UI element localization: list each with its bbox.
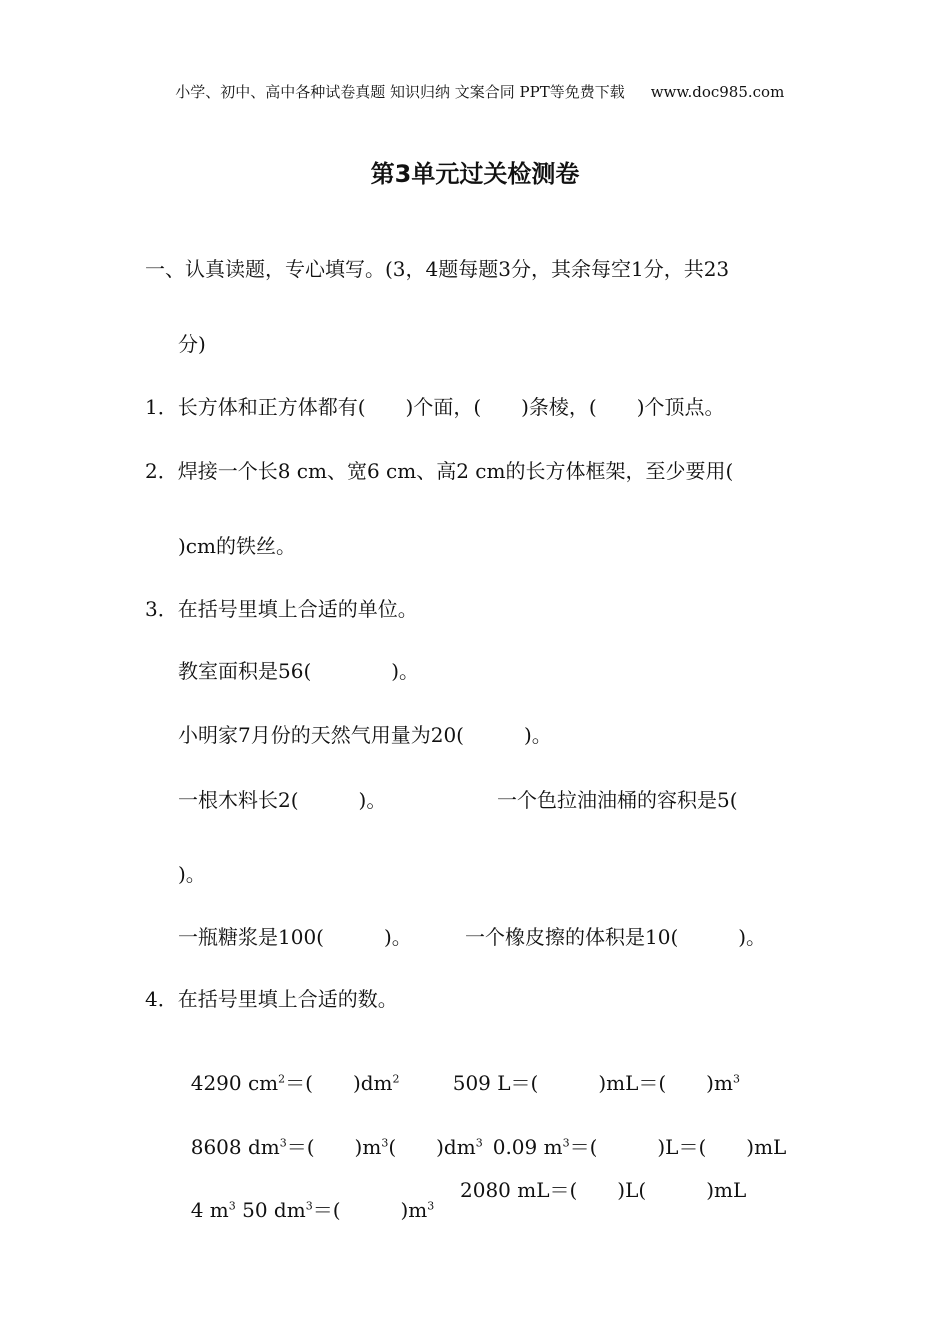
expr-text: 0.09 m — [492, 1135, 563, 1159]
question-1: 1．长方体和正方体都有( )个面，( )条棱，( )个顶点。 — [145, 395, 725, 419]
question-2-cont: )cm的铁丝。 — [178, 534, 296, 558]
superscript: 3 — [381, 1136, 389, 1150]
expr-text: ( )dm — [388, 1135, 476, 1159]
superscript: 3 — [732, 1072, 740, 1086]
section-heading-cont: 分) — [178, 332, 206, 356]
expr-text: 4290 cm — [190, 1071, 279, 1095]
question-4-item: 2080 mL＝( )L( )mL — [460, 1178, 747, 1202]
expr-text: ＝( )L＝( )mL — [569, 1135, 787, 1159]
expr-text: 8608 dm — [190, 1135, 280, 1159]
question-3-item: 教室面积是56( )。 — [178, 659, 420, 683]
header-site: www.doc985.com — [650, 83, 785, 101]
section-heading: 一、认真读题，专心填写。(3，4题每题3分，其余每空1分，共23 — [145, 257, 730, 281]
superscript: 2 — [278, 1072, 286, 1086]
page-header — [0, 70, 950, 100]
question-4-item — [480, 1117, 786, 1157]
question-2: 2．焊接一个长8 cm、宽6 cm、高2 cm的长方体框架，至少要用( — [145, 459, 734, 483]
question-4: 4．在括号里填上合适的数。 — [145, 987, 398, 1011]
expr-text: ＝( )m — [312, 1198, 428, 1222]
question-3-item: 一个橡皮擦的体积是10( )。 — [465, 925, 767, 949]
superscript: 3 — [475, 1136, 483, 1150]
question-4-item — [178, 1117, 483, 1157]
question-3-item: 一瓶糖浆是100( )。 — [178, 925, 412, 949]
superscript: 3 — [279, 1136, 287, 1150]
question-4-item — [178, 1053, 400, 1093]
question-4-item — [178, 1180, 434, 1220]
superscript: 3 — [228, 1199, 236, 1213]
expr-text: 509 L＝( )mL＝( )m — [452, 1071, 733, 1095]
question-3: 3．在括号里填上合适的单位。 — [145, 597, 418, 621]
question-3-item-cont: )。 — [178, 862, 206, 886]
superscript: 2 — [392, 1072, 400, 1086]
question-3-item: 一根木料长2( )。 — [178, 788, 387, 812]
question-3-item: 小明家7月份的天然气用量为20( )。 — [178, 723, 552, 747]
expr-text: ＝( )m — [286, 1135, 382, 1159]
expr-text: 4 m — [190, 1198, 229, 1222]
question-3-item: 一个色拉油油桶的容积是5( — [497, 788, 738, 812]
page-title: 第3单元过关检测卷 — [370, 160, 580, 188]
header-text: 小学、初中、高中各种试卷真题 知识归纳 文案合同 PPT等免费下载 — [175, 83, 625, 101]
superscript: 3 — [305, 1199, 313, 1213]
superscript: 3 — [562, 1136, 570, 1150]
expr-text: ＝( )dm — [285, 1071, 393, 1095]
superscript: 3 — [427, 1199, 435, 1213]
question-4-item — [440, 1053, 740, 1093]
expr-text: 50 dm — [235, 1198, 306, 1222]
